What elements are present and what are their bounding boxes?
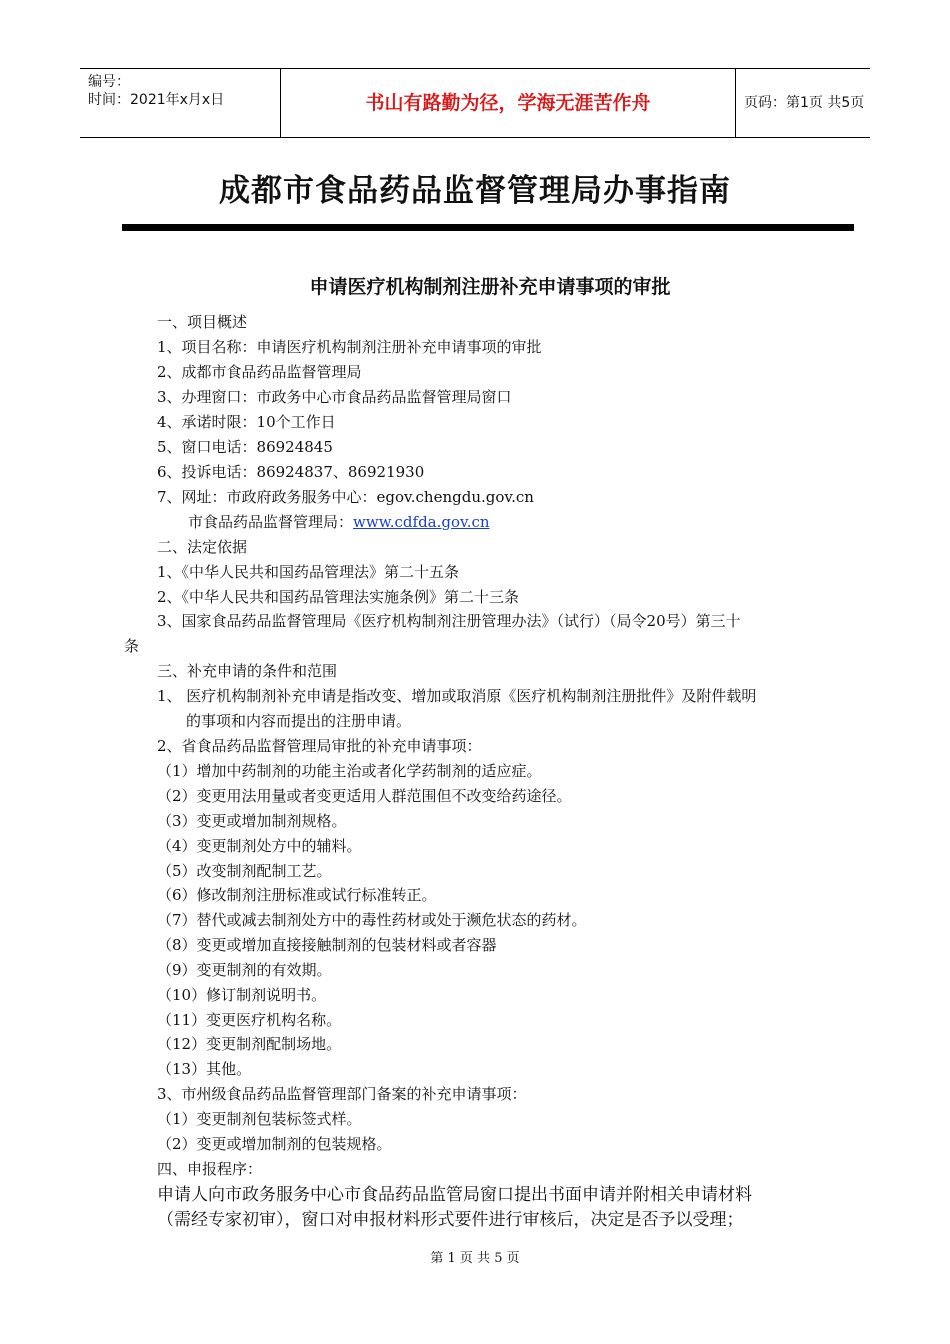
scope-item-continued: 的事项和内容而提出的注册申请。 xyxy=(186,712,412,730)
section-heading: 四、申报程序： xyxy=(157,1160,263,1178)
title-divider xyxy=(122,224,854,231)
list-item: （2）变更用法用量或者变更适用人群范围但不改变给药途径。 xyxy=(157,787,572,805)
section-heading: 二、法定依据 xyxy=(157,538,248,556)
website-label: 市食品药品监督管理局： xyxy=(188,513,354,531)
list-item: （1）变更制剂包装标签式样。 xyxy=(157,1110,362,1128)
list-item: （12）变更制剂配制场地。 xyxy=(157,1035,342,1053)
list-item: （7）替代或减去制剂处方中的毒性药材或处于濒危状态的药材。 xyxy=(157,911,587,929)
scope-item: 2、省食品药品监督管理局审批的补充申请事项： xyxy=(157,737,482,755)
website-line xyxy=(188,512,490,532)
page-footer: 第 1 页 共 5 页 xyxy=(430,1251,520,1266)
scope-item: 3、市州级食品药品监督管理部门备案的补充申请事项： xyxy=(157,1085,527,1103)
overview-item: 5、窗口电话：86924845 xyxy=(157,438,333,456)
list-item: （13）其他。 xyxy=(157,1060,252,1078)
basis-item: 3、国家食品药品监督管理局《医疗机构制剂注册管理办法》（试行）（局令20号）第三十 xyxy=(157,612,741,630)
basis-item-continued: 条 xyxy=(124,637,140,655)
section-heading: 一、项目概述 xyxy=(157,313,248,331)
overview-item: 1、项目名称：申请医疗机构制剂注册补充申请事项的审批 xyxy=(157,338,542,356)
cdfda-link[interactable]: www.cdfda.gov.cn xyxy=(353,513,490,531)
serial-label: 编号： xyxy=(88,74,130,90)
basis-item: 2、《中华人民共和国药品管理法实施条例》第二十三条 xyxy=(157,588,520,606)
list-item: （10）修订制剂说明书。 xyxy=(157,986,327,1004)
overview-item: 3、办理窗口：市政务中心市食品药品监督管理局窗口 xyxy=(157,388,512,406)
scope-item: 1、 医疗机构制剂补充申请是指改变、增加或取消原《医疗机构制剂注册批件》及附件载明 xyxy=(157,687,757,705)
basis-item: 1、《中华人民共和国药品管理法》第二十五条 xyxy=(157,563,460,581)
list-item: （3）变更或增加制剂规格。 xyxy=(157,812,347,830)
date-label: 时间：2021年x月x日 xyxy=(88,92,225,108)
page-title: 成都市食品药品监督管理局办事指南 xyxy=(219,173,731,209)
list-item: （1）增加中药制剂的功能主治或者化学药制剂的适应症。 xyxy=(157,762,542,780)
header-table xyxy=(80,68,870,138)
overview-item: 7、网址：市政府政务服务中心：egov.chengdu.gov.cn xyxy=(157,488,534,506)
list-item: （5）改变制剂配制工艺。 xyxy=(157,862,332,880)
list-item: （8）变更或增加直接接触制剂的包装材料或者容器 xyxy=(157,936,497,954)
overview-item: 2、成都市食品药品监督管理局 xyxy=(157,363,362,381)
overview-item: 4、承诺时限：10个工作日 xyxy=(157,413,336,431)
overview-item: 6、投诉电话：86924837、86921930 xyxy=(157,463,425,481)
list-item: （6）修改制剂注册标准或试行标准转正。 xyxy=(157,886,437,904)
document-subtitle: 申请医疗机构制剂注册补充申请事项的审批 xyxy=(309,276,671,298)
header-meta-cell xyxy=(80,69,288,137)
procedure-paragraph: （需经专家初审），窗口对申报材料形式要件进行审核后，决定是否予以受理； xyxy=(157,1210,744,1230)
motto: 书山有路勤为径，学海无涯苦作舟 xyxy=(280,69,736,137)
page-info: 页码：第1页 共5页 xyxy=(744,95,865,111)
section-heading: 三、补充申请的条件和范围 xyxy=(157,662,338,680)
procedure-paragraph: 申请人向市政务服务中心市食品药品监管局窗口提出书面申请并附相关申请材料 xyxy=(157,1185,752,1205)
list-item: （9）变更制剂的有效期。 xyxy=(157,961,332,979)
list-item: （11）变更医疗机构名称。 xyxy=(157,1011,342,1029)
list-item: （4）变更制剂处方中的辅料。 xyxy=(157,837,362,855)
list-item: （2）变更或增加制剂的包装规格。 xyxy=(157,1135,392,1153)
